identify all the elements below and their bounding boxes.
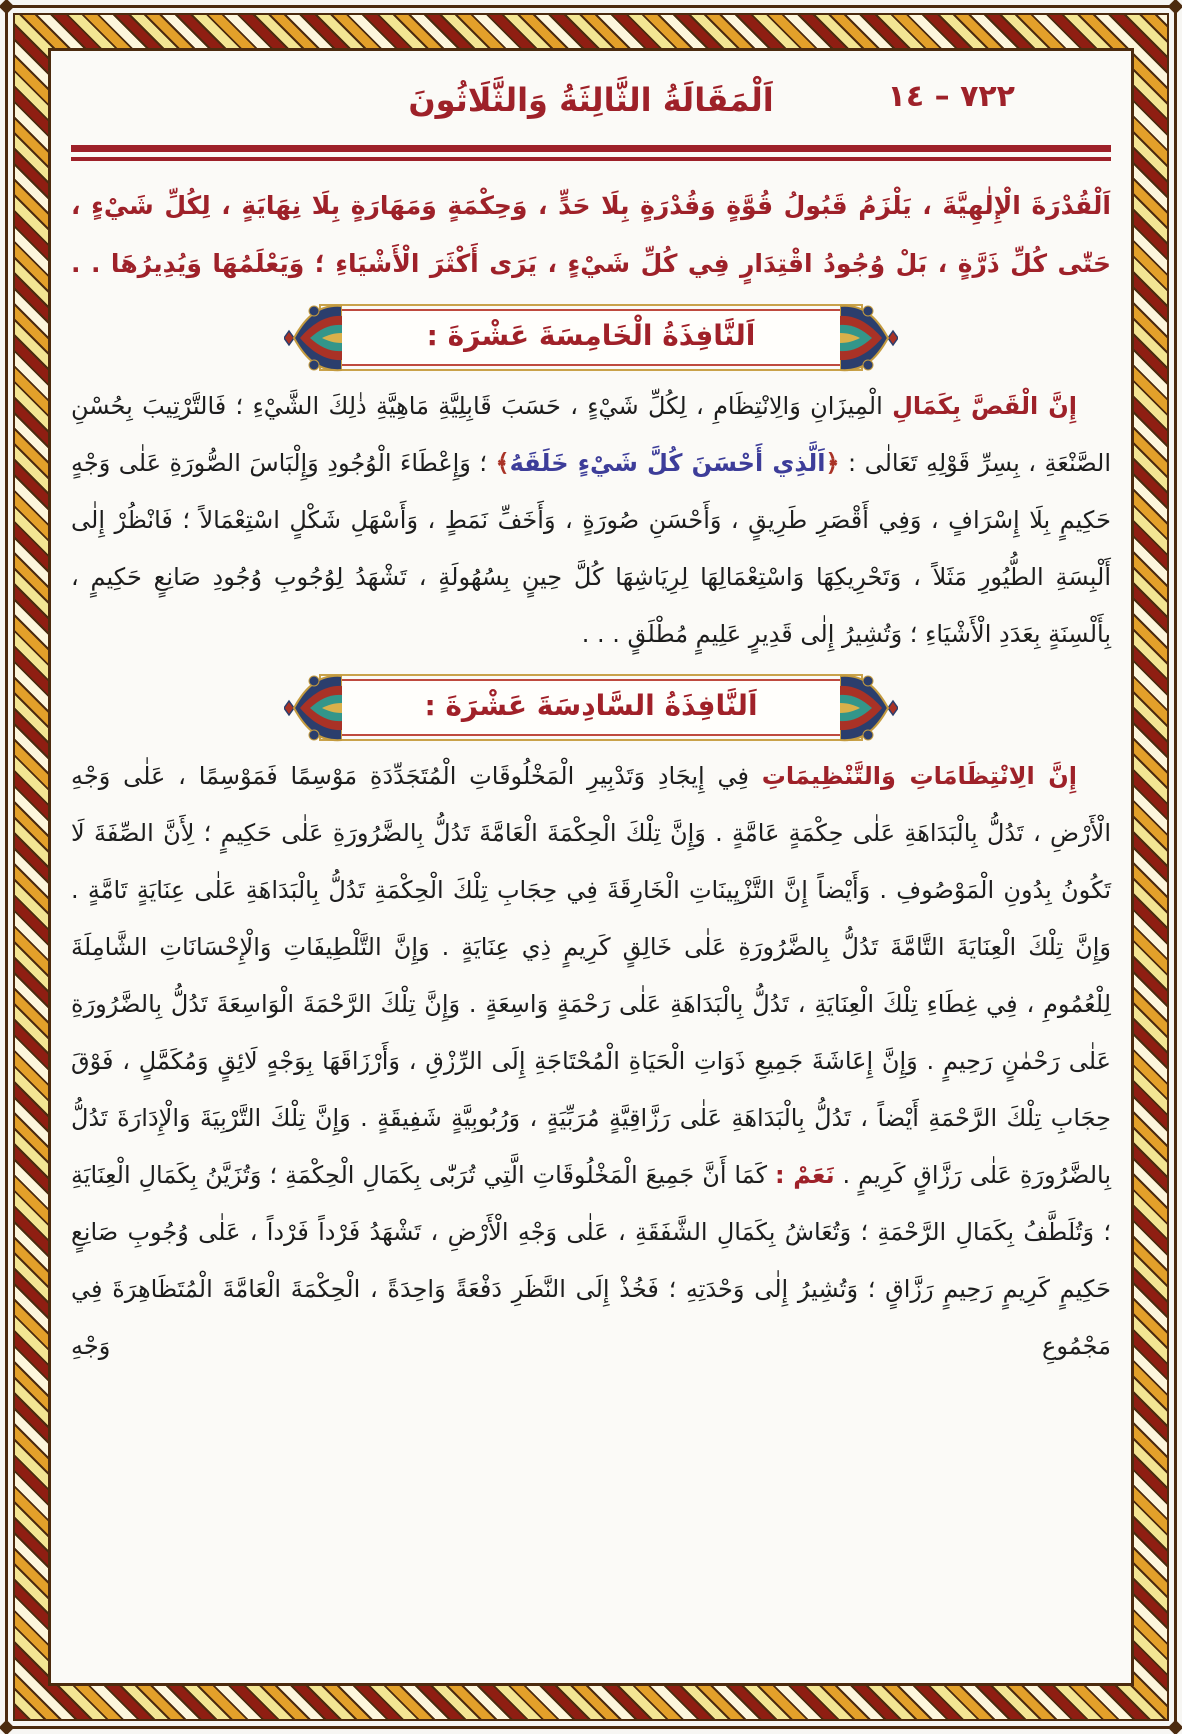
paragraph-lead-red: إِنَّ الِانْتِظَامَاتِ وَالتَّنْظِيمَاتِ <box>761 762 1077 790</box>
paragraph-text: كَمَا أَنَّ جَمِيعَ الْمَخْلُوقَاتِ الَّتِي تُرَبّٰى بِكَمَالِ الْحِكْمَةِ ؛ وَتُزَيَّنُ بِكَمَالِ الْعِنَايَةِ ؛ وَتُلَطَّفُ بِكَمَالِ الرَّحْمَةِ ؛ وَتُعَاشُ بِكَمَالِ الشَّفَقَةِ ، عَلٰى وَجْهِ الْأَرْضِ ، تَشْهَدُ فَرْداً فَرْداً ، عَلٰى وُجُوبِ صَانِعٍ حَكِيمٍ كَرِيمٍ رَحِيمٍ رَزَّاقٍ ؛ وَتُشِيرُ إِلٰى وَحْدَتِهِ ؛ فَخُذْ إِلَى النَّظَرِ دَفْعَةً وَاحِدَةً ، الْحِكْمَةَ الْعَامَّةَ الْمُتَظَاهِرَةَ فِي مَجْمُوعِ وَجْهِ <box>71 1161 1111 1360</box>
affirmation-word: نَعَمْ : <box>774 1161 835 1189</box>
heading-ornament-right-icon <box>840 298 898 378</box>
page-title: اَلْمَقَالَةُ الثَّالِثَةُ وَالثَّلَاثُونَ <box>408 81 774 119</box>
paragraph-text: فِي إِيجَادِ وَتَدْبِيرِ الْمَخْلُوقَاتِ الْمُتَجَدِّدَةِ مَوْسِمًا فَمَوْسِمًا ، عَلٰى وَجْهِ الْأَرْضِ ، تَدُلُّ بِالْبَدَاهَةِ عَلٰى حِكْمَةٍ عَامَّةٍ . وَإِنَّ تِلْكَ الْحِكْمَةَ الْعَامَّةَ تَدُلُّ بِالضَّرُورَةِ عَلٰى حَكِيمٍ ؛ لِأَنَّ الصِّفَةَ لَا تَكُونُ بِدُونِ الْمَوْصُوفِ . وَأَيْضاً إِنَّ التَّزْيِينَاتِ الْخَارِقَةَ فِي حِجَابِ تِلْكَ الْحِكْمَةِ تَدُلُّ بِالْبَدَاهَةِ عَلٰى عِنَايَةٍ تَامَّةٍ . وَإِنَّ تِلْكَ الْعِنَايَةَ التَّامَّةَ تَدُلُّ بِالضَّرُورَةِ عَلٰى خَالِقٍ كَرِيمٍ ذِي عِنَايَةٍ . وَإِنَّ التَّلْطِيفَاتِ وَالْإِحْسَانَاتِ الشَّامِلَةَ لِلْعُمُومِ ، فِي غِطَاءِ تِلْكَ الْعِنَايَةِ ، تَدُلُّ بِالْبَدَاهَةِ عَلٰى رَحْمَةٍ وَاسِعَةٍ . وَإِنَّ تِلْكَ الرَّحْمَةَ الْوَاسِعَةَ تَدُلُّ بِالضَّرُورَةِ عَلٰى رَحْمٰنٍ رَحِيمٍ . وَإِنَّ إِعَاشَةَ جَمِيعِ ذَوَاتِ الْحَيَاةِ الْمُحْتَاجَةِ إِلَى الرِّزْقِ ، وَأَرْزَاقَهَا بِوَجْهٍ لَائِقٍ وَمُكَمَّلٍ ، فَوْقَ حِجَابِ تِلْكَ الرَّحْمَةِ أَيْضاً ، تَدُلُّ بِالْبَدَاهَةِ عَلٰى رَزَّاقِيَّةٍ مُرَبِّيَةٍ ، وَرُبُوبِيَّةٍ شَفِيقَةٍ . وَإِنَّ تِلْكَ التَّرْبِيَةَ وَالْإِدَارَةَ تَدُلُّ بِالضَّرُورَةِ عَلٰى رَزَّاقٍ كَرِيمٍ . <box>71 762 1112 1189</box>
heading-ornament-right-icon <box>840 668 898 748</box>
window-15-paragraph <box>71 378 1111 663</box>
verse-bracket-close: ﴾ <box>495 449 510 477</box>
window-16-paragraph <box>71 748 1111 1375</box>
quran-verse: اَلَّذِي أَحْسَنَ كُلَّ شَيْءٍ خَلَقَهُ <box>509 449 826 477</box>
verse-bracket-open: ﴿ <box>825 449 840 477</box>
window-15-heading-box <box>324 309 858 366</box>
window-16-heading: اَلنَّافِذَةُ السَّادِسَةَ عَشْرَةَ : <box>424 689 758 722</box>
window-15-heading-row <box>71 309 1111 366</box>
heading-ornament-left-icon <box>284 298 342 378</box>
window-16-heading-row <box>71 679 1111 736</box>
header-divider <box>71 145 1111 161</box>
paragraph-lead-red: إِنَّ الْقَصَّ بِكَمَالِ <box>892 392 1077 420</box>
content-panel <box>48 48 1134 1686</box>
window-15-heading: اَلنَّافِذَةُ الْخَامِسَةَ عَشْرَةَ : <box>426 319 756 352</box>
window-16-heading-box <box>324 679 858 736</box>
page-number: ٧٢٢ – ١٤ <box>887 79 1015 114</box>
heading-ornament-left-icon <box>284 668 342 748</box>
intro-paragraph: اَلْقُدْرَةَ الْإِلٰهِيَّةَ ، يَلْزَمُ قَبُولُ قُوَّةٍ وَقُدْرَةٍ بِلَا حَدٍّ ، وَحِكْمَةٍ وَمَهَارَةٍ بِلَا نِهَايَةٍ ، لِكُلِّ شَيْءٍ ، حَتّٰى كُلِّ ذَرَّةٍ ، بَلْ وُجُودُ اقْتِدَارٍ فِي كُلِّ شَيْءٍ ، يَرَى أَكْثَرَ الْأَشْيَاءِ ؛ وَيَعْلَمُهَا وَيُدِيرُهَا . . <box>71 191 1111 278</box>
paragraph-text: الْمِيزَانِ وَالِانْتِظَامِ ، لِكُلِّ شَيْءٍ ، حَسَبَ قَابِلِيَّةِ مَاهِيَّةِ ذٰلِكَ الشَّيْءِ ؛ فَالتَّرْتِيبَ بِحُسْنِ الصَّنْعَةِ ، بِسِرِّ قَوْلِهِ تَعَالٰى : <box>71 392 1112 477</box>
paragraph-text: ؛ وَإِعْطَاءَ الْوُجُودِ وَإِلْبَاسَ الصُّورَةِ عَلٰى وَجْهٍ حَكِيمٍ بِلَا إِسْرَافٍ ، وَفِي أَقْصَرِ طَرِيقٍ ، وَأَحْسَنِ صُورَةٍ ، وَأَخَفِّ نَمَطٍ ، وَأَسْهَلِ شَكْلٍ اسْتِعْمَالاً ؛ فَانْظُرْ إِلٰى أَلْبِسَةِ الطُّيُورِ مَثَلاً ، وَتَحْرِيكِهَا وَاسْتِعْمَالِهَا لِرِيَاشِهَا كُلَّ حِينٍ بِسُهُولَةٍ ، تَشْهَدُ لِوُجُوبِ وُجُودِ صَانِعٍ حَكِيمٍ ، بِأَلْسِنَةٍ بِعَدَدِ الْأَشْيَاءِ ؛ وَتُشِيرُ إِلٰى قَدِيرٍ عَلِيمٍ مُطْلَقٍ . . . <box>71 449 1111 648</box>
page-header <box>71 75 1111 137</box>
